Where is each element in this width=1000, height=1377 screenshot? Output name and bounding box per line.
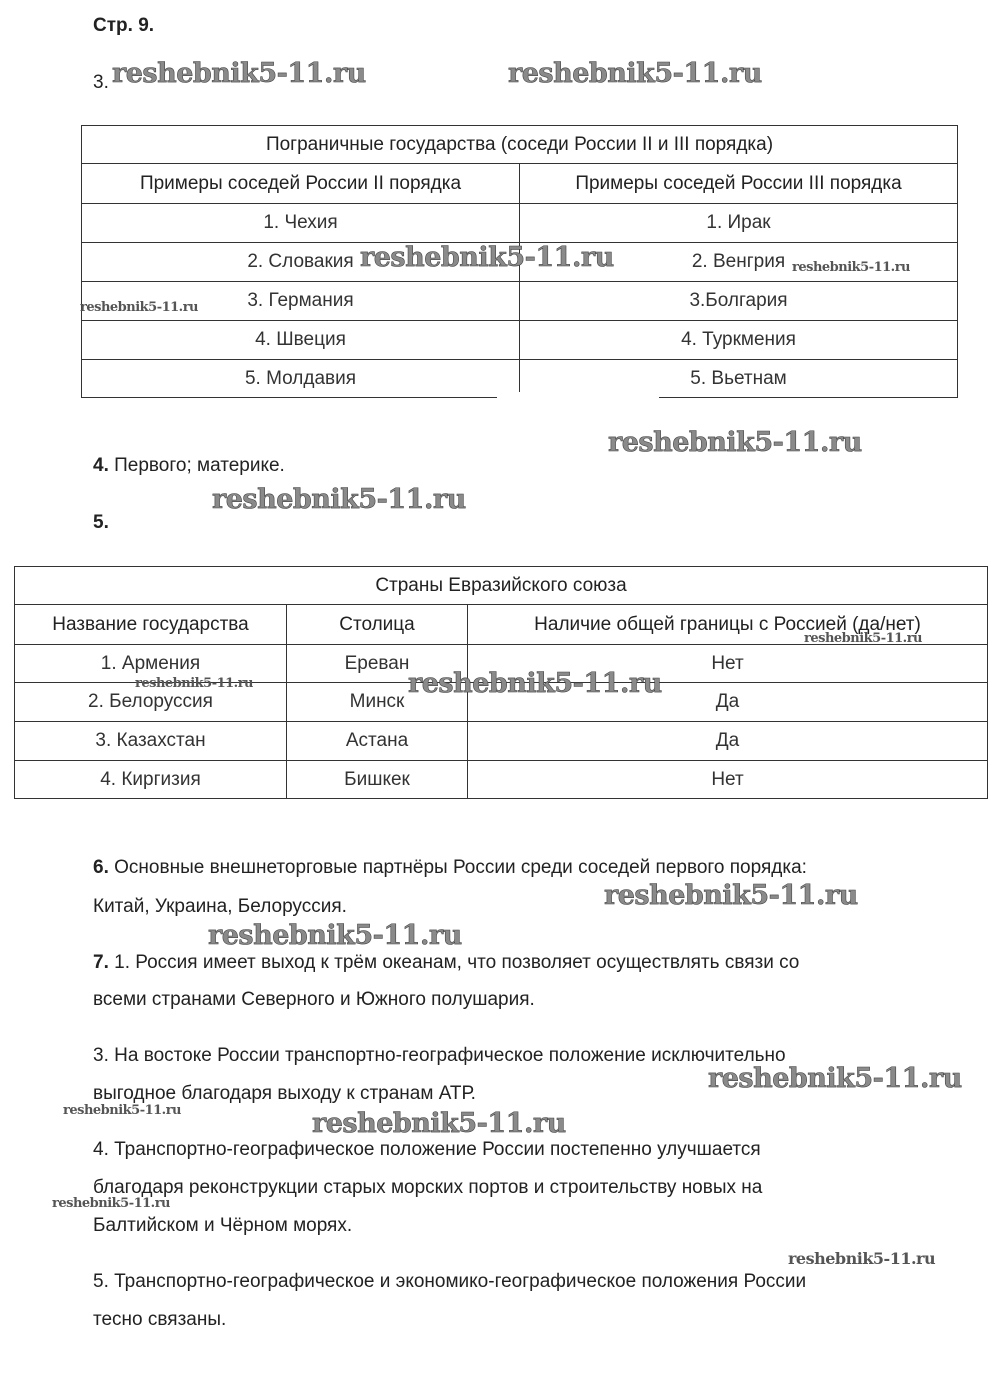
table-cell: 2. Словакия <box>82 243 520 282</box>
table-row <box>82 204 958 243</box>
column-header: Примеры соседей России III порядка <box>520 164 958 204</box>
watermark: reshebnik5-11.ru <box>508 58 762 89</box>
task7-item3-line1: 3. На востоке России транспортно-географическое положение исключительно <box>93 1045 786 1066</box>
task4-number: 4. <box>93 455 109 476</box>
table-cell: Ереван <box>287 645 468 683</box>
watermark: reshebnik5-11.ru <box>208 920 462 951</box>
task7-number: 7. <box>93 952 109 973</box>
table-cell: Нет <box>468 761 988 799</box>
watermark: reshebnik5-11.ru <box>312 1108 566 1139</box>
table-cell: 1. Армения <box>15 645 287 683</box>
table-cell: Минск <box>287 683 468 722</box>
table-row <box>82 282 958 321</box>
table-cell: Да <box>468 722 988 761</box>
watermark: reshebnik5-11.ru <box>408 668 662 699</box>
watermark: reshebnik5-11.ru <box>360 242 614 273</box>
table-cell: Бишкек <box>287 761 468 799</box>
task7-item5-line1: 5. Транспортно-географическое и экономико-географическое положения России <box>93 1271 807 1292</box>
watermark: reshebnik5-11.ru <box>135 676 254 691</box>
table-cell: 2. Венгрия <box>520 243 958 282</box>
table-cell: 4. Швеция <box>82 321 520 360</box>
table-cell: 2. Белоруссия <box>15 683 287 722</box>
table-cell: 4. Киргизия <box>15 761 287 799</box>
task7-item5-line2: тесно связаны. <box>93 1309 227 1330</box>
watermark: reshebnik5-11.ru <box>804 631 923 646</box>
table-cell: 3.Болгария <box>520 282 958 321</box>
task5-number: 5. <box>93 512 109 533</box>
table-cell: 1. Ирак <box>520 204 958 243</box>
table-row <box>82 321 958 360</box>
watermark: reshebnik5-11.ru <box>212 484 466 515</box>
task6-line1 <box>93 857 807 879</box>
table-row <box>15 722 988 761</box>
table-cell: 3. Германия <box>82 282 520 321</box>
watermark: reshebnik5-11.ru <box>708 1063 962 1094</box>
table-cell: 1. Чехия <box>82 204 520 243</box>
task7-item4-line3: Балтийском и Чёрном морях. <box>93 1215 353 1236</box>
watermark: reshebnik5-11.ru <box>792 260 911 275</box>
task6-line2: Китай, Украина, Белоруссия. <box>93 896 347 917</box>
table-cell: 5. Молдавия <box>82 360 520 398</box>
task4-text: Первого; материке. <box>114 455 285 476</box>
table-cell: Да <box>468 683 988 722</box>
table-cell: 5. Вьетнам <box>520 360 958 398</box>
page-label: Стр. 9. <box>93 15 155 36</box>
task7-text: 1. Россия имеет выход к трём океанам, что позволяет осуществлять связи со <box>114 952 800 973</box>
table-cell: Астана <box>287 722 468 761</box>
task6-number: 6. <box>93 857 109 878</box>
watermark: reshebnik5-11.ru <box>112 58 366 89</box>
watermark: reshebnik5-11.ru <box>52 1196 171 1211</box>
task7-item1-line1 <box>93 952 799 974</box>
task4-answer <box>93 455 285 477</box>
column-header: Примеры соседей России II порядка <box>82 164 520 204</box>
table-cell: 3. Казахстан <box>15 722 287 761</box>
task7-item1-line2: всеми странами Северного и Южного полушария. <box>93 989 535 1010</box>
table-row <box>15 761 988 799</box>
column-header: Название государства <box>15 605 287 645</box>
watermark: reshebnik5-11.ru <box>63 1103 182 1118</box>
watermark: reshebnik5-11.ru <box>788 1249 936 1268</box>
table-title: Пограничные государства (соседи России II и III порядка) <box>82 126 958 164</box>
task7-item4-line1: 4. Транспортно-географическое положение России постепенно улучшается <box>93 1139 761 1160</box>
border-gap <box>497 392 659 400</box>
watermark: reshebnik5-11.ru <box>80 300 199 315</box>
table-cell: Нет <box>468 645 988 683</box>
task7-item4-line2: благодаря реконструкции старых морских портов и строительству новых на <box>93 1177 763 1198</box>
task6-text: Основные внешнеторговые партнёры России среди соседей первого порядка: <box>114 857 807 878</box>
watermark: reshebnik5-11.ru <box>604 880 858 911</box>
column-header: Наличие общей границы с Россией (да/нет) <box>468 605 988 645</box>
table-title: Страны Евразийского союза <box>15 567 988 605</box>
task3-number: 3. <box>93 72 109 93</box>
watermark: reshebnik5-11.ru <box>608 427 862 458</box>
column-header: Столица <box>287 605 468 645</box>
task7-item3-line2: выгодное благодаря выходу к странам АТР. <box>93 1083 476 1104</box>
table-cell: 4. Туркмения <box>520 321 958 360</box>
